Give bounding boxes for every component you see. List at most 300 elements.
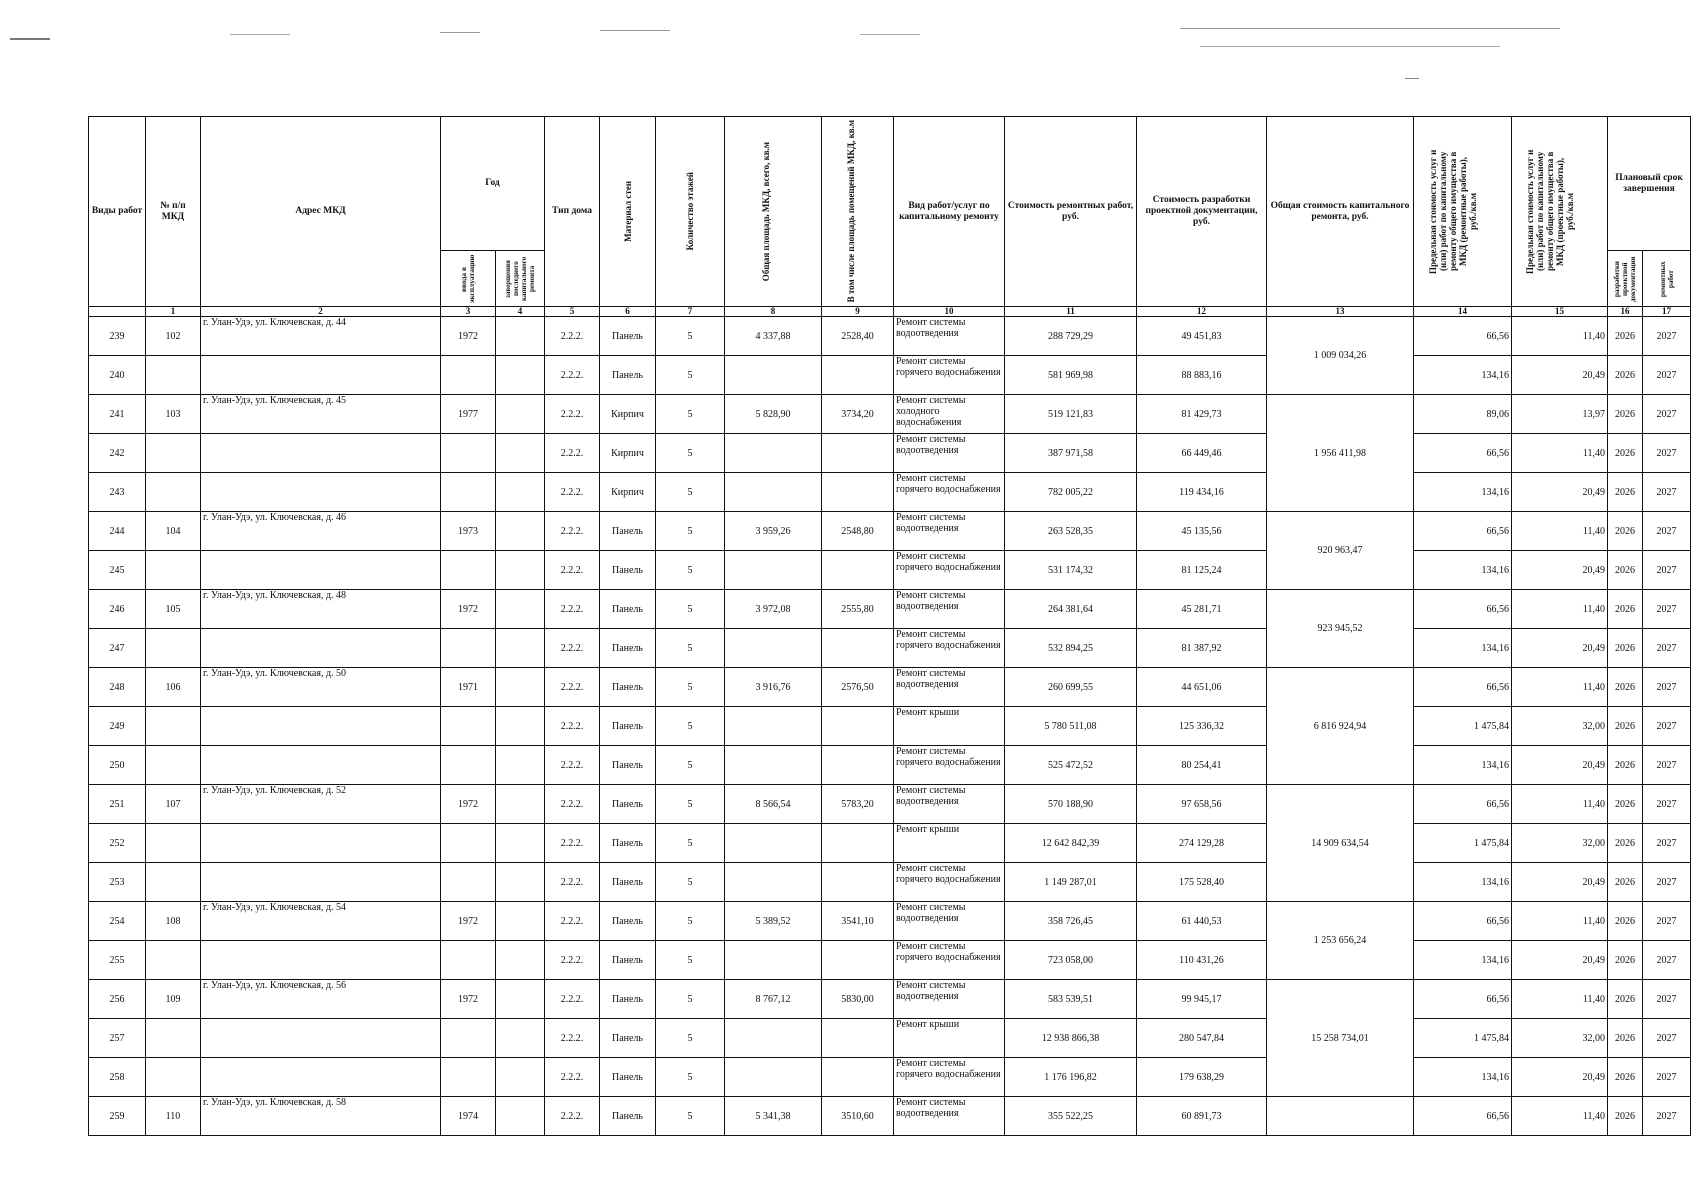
wall-material: Панель xyxy=(600,863,656,902)
mkd-number xyxy=(146,551,201,590)
limit-cost-project: 20,49 xyxy=(1512,473,1608,512)
work-type: Ремонт системы горячего водоснабжения xyxy=(894,629,1005,668)
limit-cost-project: 20,49 xyxy=(1512,629,1608,668)
col-header-stoimost-rabot: Стоимость ремонтных работ, руб. xyxy=(1005,117,1137,307)
house-type: 2.2.2. xyxy=(545,395,600,434)
table-row xyxy=(89,941,1691,980)
limit-cost-project: 11,40 xyxy=(1512,1097,1608,1136)
col-header-vid-rabot: Виды работ xyxy=(89,117,146,307)
row-number: 242 xyxy=(89,434,146,473)
col-header-ploshad-pomesheniy xyxy=(822,117,894,307)
row-number: 244 xyxy=(89,512,146,551)
column-number: 6 xyxy=(600,307,656,317)
house-type: 2.2.2. xyxy=(545,356,600,395)
work-type: Ремонт системы горячего водоснабжения xyxy=(894,746,1005,785)
year-last-repair xyxy=(496,746,545,785)
work-type: Ремонт системы горячего водоснабжения xyxy=(894,863,1005,902)
year-commissioned: 1972 xyxy=(441,980,496,1019)
deadline-works: 2027 xyxy=(1643,629,1691,668)
house-type: 2.2.2. xyxy=(545,746,600,785)
deadline-works: 2027 xyxy=(1643,473,1691,512)
floor-count: 5 xyxy=(656,980,725,1019)
col-header-etazhey xyxy=(656,117,725,307)
project-cost: 125 336,32 xyxy=(1137,707,1267,746)
limit-cost-project: 20,49 xyxy=(1512,356,1608,395)
house-type: 2.2.2. xyxy=(545,980,600,1019)
repair-cost: 5 780 511,08 xyxy=(1005,707,1137,746)
deadline-works: 2027 xyxy=(1643,824,1691,863)
deadline-project: 2026 xyxy=(1608,707,1643,746)
mkd-number: 107 xyxy=(146,785,201,824)
repair-cost: 532 894,25 xyxy=(1005,629,1137,668)
deadline-project: 2026 xyxy=(1608,785,1643,824)
limit-cost-works: 134,16 xyxy=(1414,941,1512,980)
repair-cost: 723 058,00 xyxy=(1005,941,1137,980)
house-type: 2.2.2. xyxy=(545,1058,600,1097)
table-row xyxy=(89,590,1691,629)
column-number: 8 xyxy=(725,307,822,317)
column-number: 14 xyxy=(1414,307,1512,317)
col-header-srok-proekt-text: разработки проектной документации xyxy=(1613,255,1637,302)
table-row xyxy=(89,356,1691,395)
year-commissioned: 1973 xyxy=(441,512,496,551)
col-header-god: Год xyxy=(441,117,545,251)
limit-cost-project: 13,97 xyxy=(1512,395,1608,434)
repair-cost: 12 938 866,38 xyxy=(1005,1019,1137,1058)
deadline-project: 2026 xyxy=(1608,590,1643,629)
col-header-stoimost-proekta: Стоимость разработки проектной документации, руб. xyxy=(1137,117,1267,307)
limit-cost-works: 134,16 xyxy=(1414,473,1512,512)
year-last-repair xyxy=(496,551,545,590)
premises-area xyxy=(822,707,894,746)
row-number: 243 xyxy=(89,473,146,512)
column-number: 9 xyxy=(822,307,894,317)
house-type: 2.2.2. xyxy=(545,317,600,356)
scan-noise xyxy=(1200,46,1500,47)
col-header-nomer-mkd: № п/п МКД xyxy=(146,117,201,307)
wall-material: Панель xyxy=(600,902,656,941)
column-number: 12 xyxy=(1137,307,1267,317)
mkd-number: 109 xyxy=(146,980,201,1019)
floor-count: 5 xyxy=(656,434,725,473)
year-commissioned xyxy=(441,629,496,668)
project-cost: 280 547,84 xyxy=(1137,1019,1267,1058)
work-type: Ремонт системы горячего водоснабжения xyxy=(894,941,1005,980)
premises-area: 2548,80 xyxy=(822,512,894,551)
col-header-srok-rabot-text: ремонтных работ xyxy=(1658,260,1675,297)
limit-cost-works: 134,16 xyxy=(1414,551,1512,590)
col-header-srok-rabot xyxy=(1643,251,1691,307)
project-cost: 88 883,16 xyxy=(1137,356,1267,395)
table-row xyxy=(89,1097,1691,1136)
table-row xyxy=(89,707,1691,746)
floor-count: 5 xyxy=(656,1058,725,1097)
limit-cost-project: 11,40 xyxy=(1512,785,1608,824)
total-area: 5 389,52 xyxy=(725,902,822,941)
limit-cost-works: 134,16 xyxy=(1414,1058,1512,1097)
total-area xyxy=(725,941,822,980)
repair-cost: 263 528,35 xyxy=(1005,512,1137,551)
limit-cost-works: 66,56 xyxy=(1414,434,1512,473)
limit-cost-works: 66,56 xyxy=(1414,590,1512,629)
row-number: 249 xyxy=(89,707,146,746)
house-type: 2.2.2. xyxy=(545,1097,600,1136)
deadline-project: 2026 xyxy=(1608,473,1643,512)
address: г. Улан-Удэ, ул. Ключевская, д. 44 xyxy=(201,317,441,356)
deadline-works: 2027 xyxy=(1643,863,1691,902)
project-cost: 179 638,29 xyxy=(1137,1058,1267,1097)
row-number: 251 xyxy=(89,785,146,824)
repair-cost: 581 969,98 xyxy=(1005,356,1137,395)
house-type: 2.2.2. xyxy=(545,863,600,902)
deadline-works: 2027 xyxy=(1643,434,1691,473)
column-number xyxy=(89,307,146,317)
address xyxy=(201,707,441,746)
limit-cost-project: 32,00 xyxy=(1512,707,1608,746)
total-area: 3 959,26 xyxy=(725,512,822,551)
floor-count: 5 xyxy=(656,590,725,629)
col-header-adres: Адрес МКД xyxy=(201,117,441,307)
address: г. Улан-Удэ, ул. Ключевская, д. 52 xyxy=(201,785,441,824)
project-cost: 44 651,06 xyxy=(1137,668,1267,707)
row-number: 257 xyxy=(89,1019,146,1058)
work-type: Ремонт системы водоотведения xyxy=(894,512,1005,551)
table-row xyxy=(89,395,1691,434)
house-type: 2.2.2. xyxy=(545,668,600,707)
wall-material: Панель xyxy=(600,356,656,395)
wall-material: Панель xyxy=(600,512,656,551)
table-row xyxy=(89,863,1691,902)
table-row xyxy=(89,668,1691,707)
house-type: 2.2.2. xyxy=(545,551,600,590)
year-last-repair xyxy=(496,668,545,707)
premises-area: 3734,20 xyxy=(822,395,894,434)
limit-cost-works: 66,56 xyxy=(1414,902,1512,941)
address: г. Улан-Удэ, ул. Ключевская, д. 50 xyxy=(201,668,441,707)
wall-material: Панель xyxy=(600,707,656,746)
year-commissioned: 1974 xyxy=(441,1097,496,1136)
address xyxy=(201,863,441,902)
column-number: 2 xyxy=(201,307,441,317)
col-header-vid-uslug: Вид работ/услуг по капитальному ремонту xyxy=(894,117,1005,307)
floor-count: 5 xyxy=(656,473,725,512)
deadline-works: 2027 xyxy=(1643,551,1691,590)
row-number: 247 xyxy=(89,629,146,668)
premises-area xyxy=(822,863,894,902)
wall-material: Панель xyxy=(600,824,656,863)
total-repair-cost: 15 258 734,01 xyxy=(1267,980,1414,1097)
col-header-god-zaversheniya xyxy=(496,251,545,307)
limit-cost-works: 134,16 xyxy=(1414,863,1512,902)
premises-area xyxy=(822,551,894,590)
deadline-project: 2026 xyxy=(1608,863,1643,902)
repair-cost: 260 699,55 xyxy=(1005,668,1137,707)
limit-cost-works: 1 475,84 xyxy=(1414,1019,1512,1058)
deadline-works: 2027 xyxy=(1643,1019,1691,1058)
mkd-number: 103 xyxy=(146,395,201,434)
year-commissioned xyxy=(441,473,496,512)
mkd-number xyxy=(146,707,201,746)
row-number: 256 xyxy=(89,980,146,1019)
wall-material: Панель xyxy=(600,629,656,668)
deadline-project: 2026 xyxy=(1608,941,1643,980)
col-header-ploshad-text: Общая площадь МКД, всего, кв.м xyxy=(761,141,771,282)
deadline-works: 2027 xyxy=(1643,317,1691,356)
repair-cost: 583 539,51 xyxy=(1005,980,1137,1019)
year-commissioned xyxy=(441,941,496,980)
year-commissioned: 1977 xyxy=(441,395,496,434)
year-last-repair xyxy=(496,824,545,863)
deadline-project: 2026 xyxy=(1608,512,1643,551)
year-last-repair xyxy=(496,785,545,824)
mkd-number xyxy=(146,824,201,863)
wall-material: Кирпич xyxy=(600,434,656,473)
total-area xyxy=(725,473,822,512)
repair-cost: 12 642 842,39 xyxy=(1005,824,1137,863)
col-header-tip-doma: Тип дома xyxy=(545,117,600,307)
address xyxy=(201,824,441,863)
premises-area: 5830,00 xyxy=(822,980,894,1019)
total-area xyxy=(725,824,822,863)
col-header-obshaya-stoimost: Общая стоимость капитального ремонта, руб. xyxy=(1267,117,1414,307)
address: г. Улан-Удэ, ул. Ключевская, д. 54 xyxy=(201,902,441,941)
house-type: 2.2.2. xyxy=(545,707,600,746)
floor-count: 5 xyxy=(656,317,725,356)
row-number: 241 xyxy=(89,395,146,434)
deadline-project: 2026 xyxy=(1608,902,1643,941)
work-type: Ремонт системы горячего водоснабжения xyxy=(894,356,1005,395)
address: г. Улан-Удэ, ул. Ключевская, д. 45 xyxy=(201,395,441,434)
year-last-repair xyxy=(496,1097,545,1136)
project-cost: 61 440,53 xyxy=(1137,902,1267,941)
project-cost: 49 451,83 xyxy=(1137,317,1267,356)
limit-cost-project: 20,49 xyxy=(1512,551,1608,590)
work-type: Ремонт крыши xyxy=(894,707,1005,746)
address xyxy=(201,551,441,590)
deadline-works: 2027 xyxy=(1643,512,1691,551)
repair-cost: 519 121,83 xyxy=(1005,395,1137,434)
total-area xyxy=(725,746,822,785)
column-number: 4 xyxy=(496,307,545,317)
limit-cost-project: 20,49 xyxy=(1512,1058,1608,1097)
total-area xyxy=(725,434,822,473)
scan-noise xyxy=(860,34,920,35)
repair-cost: 531 174,32 xyxy=(1005,551,1137,590)
limit-cost-project: 11,40 xyxy=(1512,434,1608,473)
mkd-number: 104 xyxy=(146,512,201,551)
limit-cost-works: 134,16 xyxy=(1414,629,1512,668)
house-type: 2.2.2. xyxy=(545,629,600,668)
total-area: 3 916,76 xyxy=(725,668,822,707)
deadline-works: 2027 xyxy=(1643,1097,1691,1136)
wall-material: Панель xyxy=(600,1058,656,1097)
limit-cost-project: 32,00 xyxy=(1512,824,1608,863)
table-row xyxy=(89,902,1691,941)
wall-material: Панель xyxy=(600,980,656,1019)
address xyxy=(201,746,441,785)
column-number: 3 xyxy=(441,307,496,317)
project-cost: 119 434,16 xyxy=(1137,473,1267,512)
work-type: Ремонт системы водоотведения xyxy=(894,980,1005,1019)
premises-area xyxy=(822,746,894,785)
table-row xyxy=(89,473,1691,512)
total-area: 8 767,12 xyxy=(725,980,822,1019)
row-number: 259 xyxy=(89,1097,146,1136)
deadline-project: 2026 xyxy=(1608,434,1643,473)
deadline-works: 2027 xyxy=(1643,356,1691,395)
work-type: Ремонт крыши xyxy=(894,824,1005,863)
house-type: 2.2.2. xyxy=(545,512,600,551)
deadline-works: 2027 xyxy=(1643,590,1691,629)
wall-material: Панель xyxy=(600,590,656,629)
total-area: 8 566,54 xyxy=(725,785,822,824)
table-row xyxy=(89,746,1691,785)
deadline-project: 2026 xyxy=(1608,746,1643,785)
row-number: 240 xyxy=(89,356,146,395)
project-cost: 60 891,73 xyxy=(1137,1097,1267,1136)
wall-material: Панель xyxy=(600,1019,656,1058)
mkd-number: 106 xyxy=(146,668,201,707)
table-row xyxy=(89,1019,1691,1058)
address: г. Улан-Удэ, ул. Ключевская, д. 46 xyxy=(201,512,441,551)
house-type: 2.2.2. xyxy=(545,473,600,512)
year-commissioned xyxy=(441,746,496,785)
year-last-repair xyxy=(496,512,545,551)
row-number: 255 xyxy=(89,941,146,980)
deadline-project: 2026 xyxy=(1608,1058,1643,1097)
deadline-works: 2027 xyxy=(1643,785,1691,824)
col-header-pred-proekt-text: Предельная стоимость услуг и (или) работ по капитальному ремонту общего имущества в МКД (проектные работы), руб./кв.м xyxy=(1524,149,1575,274)
total-area xyxy=(725,551,822,590)
scan-noise xyxy=(10,38,50,40)
project-cost: 80 254,41 xyxy=(1137,746,1267,785)
mkd-number: 102 xyxy=(146,317,201,356)
col-header-ploshad xyxy=(725,117,822,307)
wall-material: Панель xyxy=(600,317,656,356)
project-cost: 45 281,71 xyxy=(1137,590,1267,629)
floor-count: 5 xyxy=(656,512,725,551)
year-commissioned xyxy=(441,863,496,902)
floor-count: 5 xyxy=(656,551,725,590)
project-cost: 274 129,28 xyxy=(1137,824,1267,863)
total-area xyxy=(725,1019,822,1058)
premises-area: 2576,50 xyxy=(822,668,894,707)
limit-cost-works: 66,56 xyxy=(1414,980,1512,1019)
column-number: 10 xyxy=(894,307,1005,317)
premises-area: 3510,60 xyxy=(822,1097,894,1136)
floor-count: 5 xyxy=(656,707,725,746)
table-row xyxy=(89,980,1691,1019)
limit-cost-works: 1 475,84 xyxy=(1414,824,1512,863)
address xyxy=(201,434,441,473)
limit-cost-project: 20,49 xyxy=(1512,746,1608,785)
house-type: 2.2.2. xyxy=(545,785,600,824)
year-commissioned xyxy=(441,1019,496,1058)
year-last-repair xyxy=(496,317,545,356)
work-type: Ремонт системы холодного водоснабжения xyxy=(894,395,1005,434)
limit-cost-project: 32,00 xyxy=(1512,1019,1608,1058)
premises-area xyxy=(822,824,894,863)
table-row xyxy=(89,551,1691,590)
repair-cost: 355 522,25 xyxy=(1005,1097,1137,1136)
floor-count: 5 xyxy=(656,356,725,395)
floor-count: 5 xyxy=(656,395,725,434)
row-number: 245 xyxy=(89,551,146,590)
house-type: 2.2.2. xyxy=(545,824,600,863)
total-repair-cost: 920 963,47 xyxy=(1267,512,1414,590)
project-cost: 45 135,56 xyxy=(1137,512,1267,551)
wall-material: Панель xyxy=(600,551,656,590)
mkd-number xyxy=(146,941,201,980)
mkd-number: 108 xyxy=(146,902,201,941)
scan-noise xyxy=(600,30,670,31)
year-commissioned: 1972 xyxy=(441,902,496,941)
year-last-repair xyxy=(496,980,545,1019)
col-header-material-sten xyxy=(600,117,656,307)
col-header-god-vvoda xyxy=(441,251,496,307)
limit-cost-project: 11,40 xyxy=(1512,317,1608,356)
address xyxy=(201,1019,441,1058)
deadline-works: 2027 xyxy=(1643,746,1691,785)
premises-area xyxy=(822,473,894,512)
year-commissioned: 1972 xyxy=(441,590,496,629)
work-type: Ремонт системы водоотведения xyxy=(894,1097,1005,1136)
row-number: 253 xyxy=(89,863,146,902)
work-type: Ремонт системы водоотведения xyxy=(894,317,1005,356)
wall-material: Кирпич xyxy=(600,473,656,512)
year-last-repair xyxy=(496,941,545,980)
floor-count: 5 xyxy=(656,1019,725,1058)
total-area: 5 828,90 xyxy=(725,395,822,434)
premises-area xyxy=(822,629,894,668)
repair-cost: 288 729,29 xyxy=(1005,317,1137,356)
limit-cost-works: 1 475,84 xyxy=(1414,707,1512,746)
year-commissioned xyxy=(441,434,496,473)
row-number: 248 xyxy=(89,668,146,707)
repair-cost: 387 971,58 xyxy=(1005,434,1137,473)
deadline-works: 2027 xyxy=(1643,707,1691,746)
repair-cost: 782 005,22 xyxy=(1005,473,1137,512)
column-number: 1 xyxy=(146,307,201,317)
floor-count: 5 xyxy=(656,941,725,980)
limit-cost-works: 66,56 xyxy=(1414,317,1512,356)
col-header-srok-proekt xyxy=(1608,251,1643,307)
total-area: 5 341,38 xyxy=(725,1097,822,1136)
deadline-works: 2027 xyxy=(1643,668,1691,707)
row-number: 258 xyxy=(89,1058,146,1097)
floor-count: 5 xyxy=(656,785,725,824)
deadline-works: 2027 xyxy=(1643,980,1691,1019)
floor-count: 5 xyxy=(656,902,725,941)
premises-area xyxy=(822,356,894,395)
year-last-repair xyxy=(496,629,545,668)
repair-cost: 264 381,64 xyxy=(1005,590,1137,629)
total-repair-cost xyxy=(1267,1097,1414,1136)
deadline-project: 2026 xyxy=(1608,551,1643,590)
premises-area: 5783,20 xyxy=(822,785,894,824)
year-commissioned xyxy=(441,1058,496,1097)
table-row xyxy=(89,1058,1691,1097)
mkd-number xyxy=(146,746,201,785)
total-area xyxy=(725,1058,822,1097)
total-area xyxy=(725,863,822,902)
capital-repair-register-table xyxy=(88,116,1691,1136)
year-last-repair xyxy=(496,434,545,473)
house-type: 2.2.2. xyxy=(545,1019,600,1058)
row-number: 239 xyxy=(89,317,146,356)
deadline-project: 2026 xyxy=(1608,317,1643,356)
column-number: 17 xyxy=(1643,307,1691,317)
